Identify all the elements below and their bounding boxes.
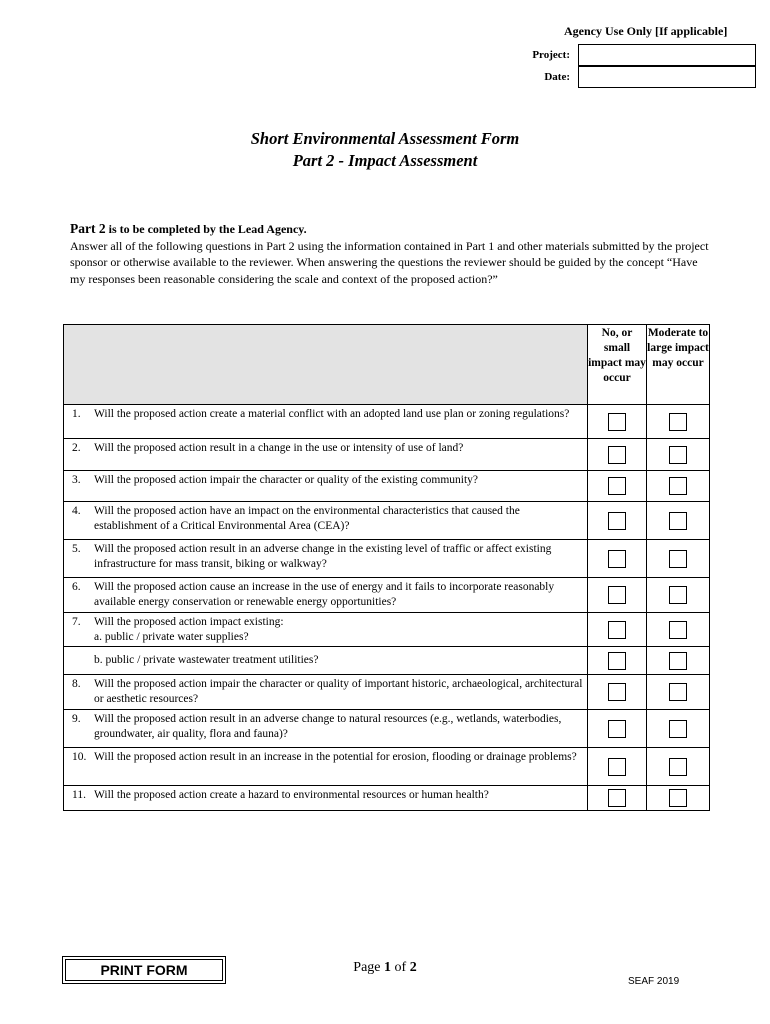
question-subitem: a. public / private water supplies? xyxy=(94,630,249,643)
q11-large-impact-checkbox[interactable] xyxy=(669,789,687,807)
page-title xyxy=(0,128,770,172)
q11-small-impact-checkbox-cell xyxy=(588,786,647,811)
print-button-label: PRINT FORM xyxy=(100,962,188,978)
questions-body xyxy=(64,405,710,811)
question-cell xyxy=(64,439,588,471)
header-blank-cell xyxy=(64,325,588,405)
q7a-small-impact-checkbox[interactable] xyxy=(608,621,626,639)
question-number: 6. xyxy=(72,581,81,593)
q10-small-impact-checkbox-cell xyxy=(588,748,647,786)
question-text: Will the proposed action impair the character or quality of the existing community? xyxy=(94,474,479,486)
form-code: SEAF 2019 xyxy=(628,976,680,987)
intro-body: Answer all of the following questions in Part 2 using the information contained in Part 1 and other materials submitted by the project sponsor or otherwise available to the reviewer. When answering the questions the reviewer should be guided by the concept “Have my responses been reasonable considering the scale and context of the proposed action?” xyxy=(70,238,709,286)
title-line-2: Part 2 - Impact Assessment xyxy=(292,151,478,170)
table-row xyxy=(64,405,710,439)
question-text: Will the proposed action result in a change in the use or intensity of use of land? xyxy=(94,442,464,454)
q7b-small-impact-checkbox[interactable] xyxy=(608,652,626,670)
question-text: Will the proposed action result in an adverse change in the existing level of traffic or affect existing infrastructure for mass transit, biking or walkway? xyxy=(94,543,552,570)
question-cell xyxy=(64,471,588,502)
q7a-small-impact-checkbox-cell xyxy=(588,613,647,647)
q10-large-impact-checkbox-cell xyxy=(647,748,710,786)
question-subitem: b. public / private wastewater treatment utilities? xyxy=(94,654,319,667)
q2-small-impact-checkbox[interactable] xyxy=(608,446,626,464)
q10-large-impact-checkbox[interactable] xyxy=(669,758,687,776)
project-field[interactable] xyxy=(578,44,756,66)
table-row xyxy=(64,647,710,675)
q1-large-impact-checkbox[interactable] xyxy=(669,413,687,431)
q9-large-impact-checkbox[interactable] xyxy=(669,720,687,738)
question-cell xyxy=(64,786,588,811)
question-cell xyxy=(64,748,588,786)
q5-small-impact-checkbox[interactable] xyxy=(608,550,626,568)
col-small-impact-header: No, or small impact may occur xyxy=(588,325,647,405)
question-line xyxy=(72,542,583,571)
q1-small-impact-checkbox[interactable] xyxy=(608,413,626,431)
question-line xyxy=(72,750,583,765)
agency-use-title: Agency Use Only [If applicable] xyxy=(564,24,728,38)
question-text: Will the proposed action result in an increase in the potential for erosion, flooding or drainage problems? xyxy=(94,751,577,763)
q2-large-impact-checkbox[interactable] xyxy=(669,446,687,464)
question-number: 8. xyxy=(72,678,81,690)
table-row xyxy=(64,613,710,647)
part-number: Part 2 xyxy=(70,221,106,236)
q1-small-impact-checkbox-cell xyxy=(588,405,647,439)
q3-large-impact-checkbox-cell xyxy=(647,471,710,502)
question-number: 11. xyxy=(72,789,86,801)
question-number: 1. xyxy=(72,408,81,420)
q7a-large-impact-checkbox-cell xyxy=(647,613,710,647)
page-current: 1 xyxy=(384,960,392,975)
page-prefix: Page xyxy=(353,960,385,975)
q3-small-impact-checkbox-cell xyxy=(588,471,647,502)
question-line xyxy=(72,580,583,609)
question-line xyxy=(72,615,583,630)
table-row xyxy=(64,439,710,471)
question-cell xyxy=(64,613,588,647)
table-row xyxy=(64,471,710,502)
question-line xyxy=(72,504,583,533)
question-line xyxy=(72,677,583,706)
question-number: 7. xyxy=(72,616,81,628)
q11-small-impact-checkbox[interactable] xyxy=(608,789,626,807)
question-text: Will the proposed action result in an adverse change to natural resources (e.g., wetlands, waterbodies, groundwater, air quality, flora and fauna)? xyxy=(94,713,562,740)
question-number: 5. xyxy=(72,543,81,555)
question-text: Will the proposed action impact existing: xyxy=(94,616,284,628)
q8-large-impact-checkbox[interactable] xyxy=(669,683,687,701)
intro-lead-text: is to be completed by the Lead Agency. xyxy=(105,222,307,236)
q11-large-impact-checkbox-cell xyxy=(647,786,710,811)
q5-large-impact-checkbox-cell xyxy=(647,540,710,578)
question-line xyxy=(72,788,583,803)
date-label: Date: xyxy=(544,71,570,83)
q7b-small-impact-checkbox-cell xyxy=(588,647,647,675)
date-field[interactable] xyxy=(578,66,756,88)
question-number: 9. xyxy=(72,713,81,725)
intro-text xyxy=(70,221,710,287)
q4-small-impact-checkbox[interactable] xyxy=(608,512,626,530)
impact-table xyxy=(63,324,710,811)
question-line xyxy=(72,441,583,456)
question-line xyxy=(72,712,583,741)
question-line xyxy=(72,407,583,422)
q7a-large-impact-checkbox[interactable] xyxy=(669,621,687,639)
q4-large-impact-checkbox[interactable] xyxy=(669,512,687,530)
table-row xyxy=(64,502,710,540)
question-number: 4. xyxy=(72,505,81,517)
question-text: Will the proposed action create a material conflict with an adopted land use plan or zoning regulations? xyxy=(94,408,570,420)
page-total: 2 xyxy=(409,960,417,975)
page-number xyxy=(0,960,770,976)
q2-small-impact-checkbox-cell xyxy=(588,439,647,471)
question-text: Will the proposed action have an impact on the environmental characteristics that caused the establishment of a Critical Environmental Area (CEA)? xyxy=(94,505,520,532)
q1-large-impact-checkbox-cell xyxy=(647,405,710,439)
q7b-large-impact-checkbox-cell xyxy=(647,647,710,675)
q8-large-impact-checkbox-cell xyxy=(647,675,710,710)
q3-small-impact-checkbox[interactable] xyxy=(608,477,626,495)
q3-large-impact-checkbox[interactable] xyxy=(669,477,687,495)
question-cell xyxy=(64,710,588,748)
table-row xyxy=(64,710,710,748)
question-text: Will the proposed action cause an increase in the use of energy and it fails to incorporate reasonably available energy conservation or renewable energy opportunities? xyxy=(94,581,555,608)
question-cell xyxy=(64,540,588,578)
q5-large-impact-checkbox[interactable] xyxy=(669,550,687,568)
table-header-row xyxy=(64,325,710,405)
page-of: of xyxy=(391,960,410,975)
question-line xyxy=(72,473,583,488)
q9-small-impact-checkbox-cell xyxy=(588,710,647,748)
date-row xyxy=(520,66,738,90)
col-large-impact-header: Moderate to large impact may occur xyxy=(647,325,710,405)
question-cell xyxy=(64,502,588,540)
q6-large-impact-checkbox[interactable] xyxy=(669,586,687,604)
q9-large-impact-checkbox-cell xyxy=(647,710,710,748)
q4-small-impact-checkbox-cell xyxy=(588,502,647,540)
question-cell xyxy=(64,647,588,675)
table-row xyxy=(64,578,710,613)
question-cell xyxy=(64,675,588,710)
question-text: Will the proposed action create a hazard to environmental resources or human health? xyxy=(94,789,489,801)
q9-small-impact-checkbox[interactable] xyxy=(608,720,626,738)
question-cell xyxy=(64,405,588,439)
question-number: 10. xyxy=(72,751,87,763)
table-row xyxy=(64,748,710,786)
q7b-large-impact-checkbox[interactable] xyxy=(669,652,687,670)
q6-small-impact-checkbox-cell xyxy=(588,578,647,613)
q6-small-impact-checkbox[interactable] xyxy=(608,586,626,604)
q2-large-impact-checkbox-cell xyxy=(647,439,710,471)
table-row xyxy=(64,540,710,578)
table-row xyxy=(64,675,710,710)
title-line-1: Short Environmental Assessment Form xyxy=(250,129,520,148)
q4-large-impact-checkbox-cell xyxy=(647,502,710,540)
table-row xyxy=(64,786,710,811)
q10-small-impact-checkbox[interactable] xyxy=(608,758,626,776)
project-label: Project: xyxy=(532,49,570,61)
q5-small-impact-checkbox-cell xyxy=(588,540,647,578)
question-cell xyxy=(64,578,588,613)
intro-lead xyxy=(70,221,710,238)
project-row xyxy=(520,44,738,68)
q8-small-impact-checkbox[interactable] xyxy=(608,683,626,701)
q6-large-impact-checkbox-cell xyxy=(647,578,710,613)
question-text: Will the proposed action impair the character or quality of important historic, archaeological, architectural or aesthetic resources? xyxy=(94,678,583,705)
question-number: 2. xyxy=(72,442,81,454)
question-number: 3. xyxy=(72,474,81,486)
q8-small-impact-checkbox-cell xyxy=(588,675,647,710)
